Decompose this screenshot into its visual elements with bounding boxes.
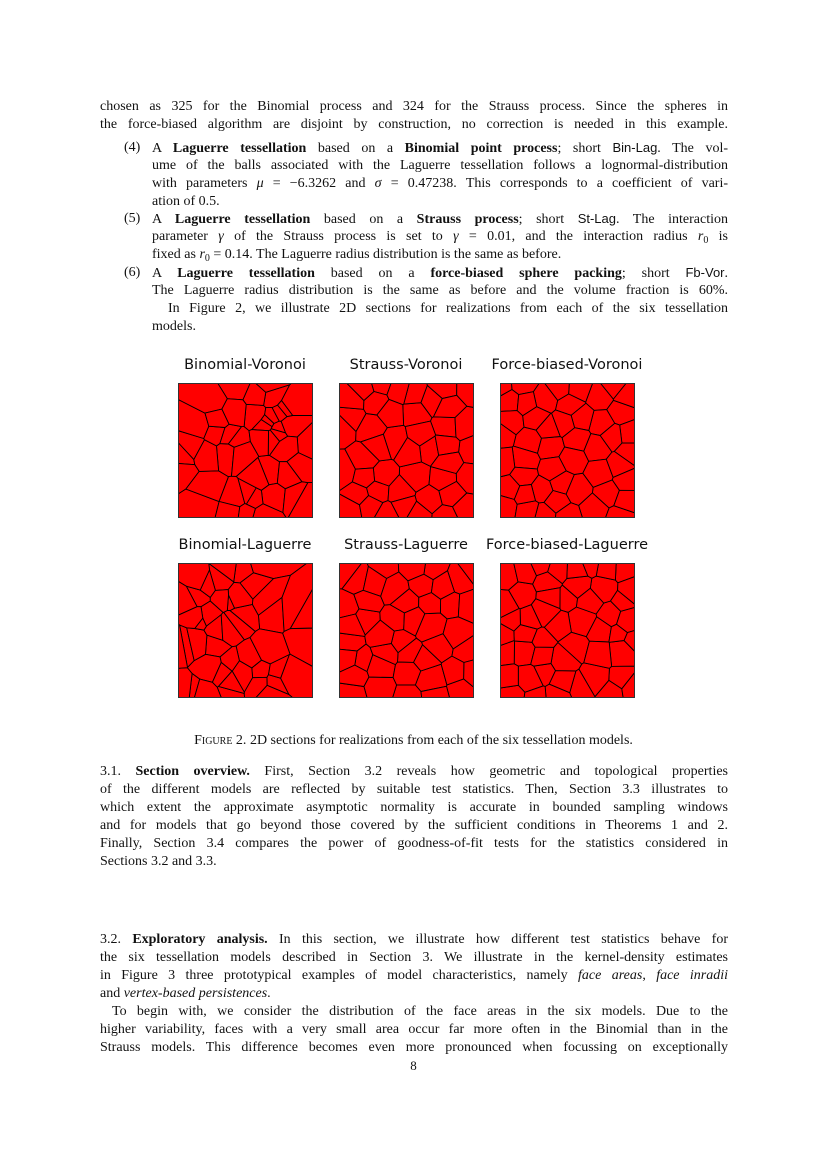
text-line (152, 210, 728, 228)
text-line (100, 967, 728, 985)
text-segment: the force-biased algorithm are disjoint by construction, no correction is needed in this example. (100, 117, 728, 132)
text-segment: ; short (621, 266, 686, 281)
tessellation-panel (500, 383, 635, 518)
tessellation-cell (531, 647, 554, 666)
text-line (152, 175, 728, 193)
text-segment: 3.1. (100, 764, 136, 779)
tessellation-panel (500, 563, 635, 698)
text-segment: = −6.3262 and (263, 176, 375, 191)
bold-term: Laguerre tessellation (174, 212, 311, 227)
text-line (112, 1003, 728, 1021)
text-line (100, 799, 728, 817)
text-segment: Strauss models. This difference becomes even more pronounced when focussing on exceptionally (100, 1040, 728, 1055)
italic-term: r (697, 229, 704, 244)
text-segment: . (267, 986, 271, 1001)
tessellation-cell (364, 677, 397, 698)
text-segment: in Figure 3 three prototypical examples of model characteristics, namely (100, 968, 579, 983)
text-line (152, 318, 196, 336)
text-segment: based on a (310, 212, 417, 227)
text-line (152, 264, 728, 282)
list-item-number: (5) (124, 211, 141, 226)
model-abbreviation: St-Lag (577, 211, 616, 226)
italic-term: σ (374, 176, 382, 191)
model-abbreviation: Fb-Vor (685, 265, 725, 280)
text-segment: of the Strauss process is set to (223, 229, 454, 244)
list-item-number: (4) (124, 140, 141, 155)
italic-term: face areas (578, 968, 643, 983)
text-segment: and (100, 986, 124, 1001)
text-segment: of the different models are reflected by suitable test statistics. Then, Section 3.3 illustrates to (100, 782, 728, 797)
tessellation-panel (178, 563, 313, 698)
text-line (168, 300, 728, 318)
text-segment: A (152, 266, 178, 281)
figure-caption (0, 732, 827, 750)
text-segment: fixed as (152, 247, 200, 262)
text-segment: In this section, we illustrate how different test statistics behave for (267, 932, 728, 947)
text-line (100, 931, 728, 949)
bold-term: Exploratory analysis. (132, 932, 268, 947)
text-segment: parameter (152, 229, 219, 244)
text-line (100, 116, 728, 134)
panel-title: Binomial-Voronoi (184, 357, 306, 373)
text-line (152, 282, 728, 300)
text-segment: To begin with, we consider the distribution of the face areas in the six models. Due to the (112, 1004, 728, 1019)
bold-term: Laguerre tessellation (177, 266, 315, 281)
text-segment: higher variability, faces with a very small area occur far more often in the Binomial than in the (100, 1022, 728, 1037)
caption-text: 2D sections for realizations from each of the six tessellation models. (246, 733, 633, 748)
bold-term: force-biased sphere packing (430, 266, 622, 281)
model-abbreviation: Bin-Lag (612, 140, 658, 155)
bold-term: Strauss process (416, 212, 519, 227)
text-segment: , (642, 968, 657, 983)
text-segment: = 0.01, and the interaction radius (458, 229, 698, 244)
text-segment: which extent the approximate asymptotic normality is accurate in bounded sampling windows (100, 800, 728, 815)
text-segment: 0 (703, 235, 709, 246)
text-segment: ; short (557, 141, 613, 156)
text-segment: . The interaction (616, 212, 728, 227)
text-segment: A (152, 212, 175, 227)
text-line (100, 835, 728, 853)
text-line (152, 246, 561, 264)
page-number: 8 (410, 1058, 417, 1073)
italic-term: μ (256, 176, 264, 191)
text-line (100, 985, 271, 1003)
panel-title: Strauss-Voronoi (349, 357, 463, 373)
list-item-number: (6) (124, 265, 141, 280)
text-line (100, 949, 728, 967)
text-segment: and for models that go beyond those covered by the sufficient conditions in Theorems 1 and 2. (100, 818, 728, 833)
text-segment: Finally, Section 3.4 compares the power of goodness-of-fit tests for the statistics considered in (100, 836, 728, 851)
text-segment: based on a (314, 266, 431, 281)
bold-term: Section overview. (135, 764, 250, 779)
text-segment: = 0.47238. This corresponds to a coefficient of vari- (381, 176, 728, 191)
text-segment: ation of 0.5. (152, 194, 220, 209)
tessellation-panel (339, 563, 474, 698)
tessellation-cell (500, 664, 518, 688)
text-segment: 3.2. (100, 932, 133, 947)
text-segment: with parameters (152, 176, 257, 191)
text-segment: based on a (306, 141, 405, 156)
panel-title: Force-biased-Laguerre (485, 537, 649, 553)
panel-title: Strauss-Laguerre (344, 537, 468, 553)
bold-term: Laguerre tessellation (172, 141, 307, 156)
text-segment: the six tessellation models described in Section 3. We illustrate in the kernel-density estimates (100, 950, 728, 965)
text-segment: ; short (518, 212, 578, 227)
tessellation-panel (178, 383, 313, 518)
text-segment: The Laguerre radius distribution is the same as before and the volume fraction is 60%. (152, 283, 728, 298)
panel-title: Force-biased-Voronoi (491, 357, 643, 373)
text-line (152, 157, 728, 175)
text-line (100, 1021, 728, 1039)
text-segment: A (152, 141, 173, 156)
italic-term: r (199, 247, 205, 262)
text-segment: is (708, 229, 728, 244)
text-line (100, 1039, 728, 1057)
bold-term: Binomial point process (404, 141, 558, 156)
text-segment: 0 (204, 253, 210, 264)
text-line (100, 763, 728, 781)
text-line (100, 817, 728, 835)
text-line (100, 98, 728, 116)
text-segment: models. (152, 319, 196, 334)
text-segment: In Figure 2, we illustrate 2D sections for realizations from each of the six tessellation (168, 301, 728, 316)
italic-term: γ (453, 229, 459, 244)
italic-term: vertex-based persistences (123, 986, 268, 1001)
italic-term: γ (218, 229, 224, 244)
text-segment: ume of the balls associated with the Laguerre tessellation follows a lognormal-distribution (152, 158, 728, 173)
text-line (152, 139, 728, 157)
text-segment: First, Section 3.2 reveals how geometric and topological properties (249, 764, 728, 779)
text-segment: . The vol- (657, 141, 728, 156)
text-segment: . (724, 266, 728, 281)
tessellation-cell (393, 662, 421, 685)
italic-term: face inradii (656, 968, 728, 983)
caption-label: Figure 2. (194, 733, 247, 748)
tessellation-cell (178, 668, 192, 698)
text-line (100, 781, 728, 799)
tessellation-panel (339, 383, 474, 518)
text-line (152, 193, 220, 211)
text-segment: Sections 3.2 and 3.3. (100, 854, 217, 869)
text-line (100, 853, 217, 871)
panel-title: Binomial-Laguerre (178, 537, 312, 553)
text-segment: = 0.14. The Laguerre radius distribution is the same as before. (209, 247, 562, 262)
text-segment: chosen as 325 for the Binomial process and 324 for the Strauss process. Since the spheres in (100, 99, 728, 114)
text-line (152, 228, 728, 246)
